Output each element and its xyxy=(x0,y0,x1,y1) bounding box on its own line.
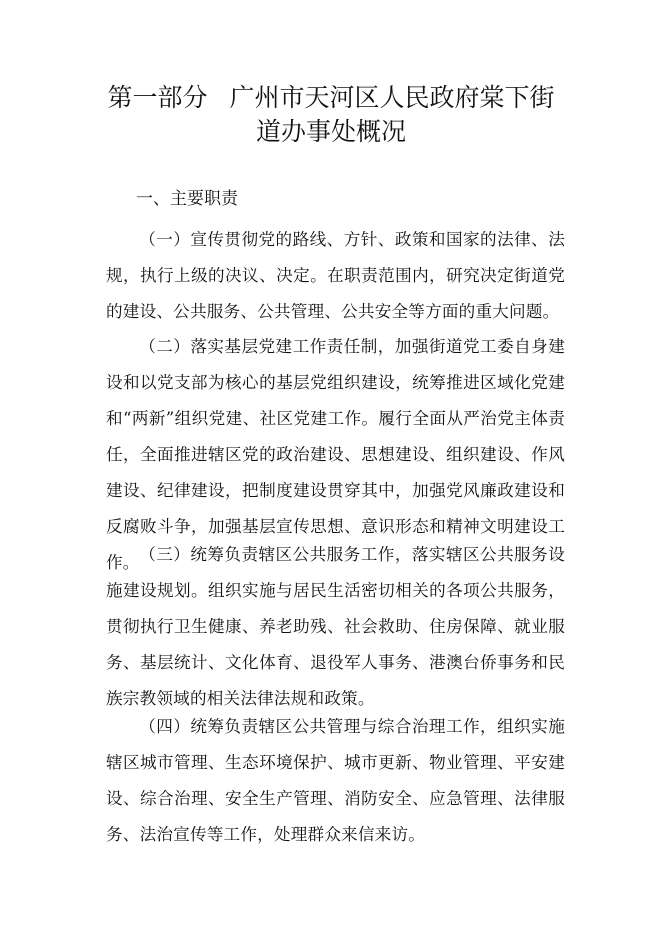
paragraph-3: （三）统筹负责辖区公共服务工作，落实辖区公共服务设施建设规划。组织实施与居民生活密切相关的各项公共服务，贯彻执行卫生健康、养老助残、社会救助、住房保障、就业服务、基层统计、文化体育、退役军人事务、港澳台侨事务和民族宗教领域的相关法律法规和政策。 xyxy=(106,545,565,708)
title-part-label: 第一部分 xyxy=(107,83,208,112)
document-title-line-2: 道办事处概况 xyxy=(255,117,406,146)
paragraph-2: （二）落实基层党建工作责任制，加强街道党工委自身建设和以党支部为核心的基层党组织建设，统筹推进区域化党建和“两新”组织党建、社区党建工作。履行全面从严治党主体责任，全面推进辖区党的政治建设、思想建设、组织建设、作风建设、纪律建设，把制度建设贯穿其中，加强党风廉政建设和反腐败斗争，加强基层宣传思想、意识形态和精神文明建设工作。 xyxy=(106,337,565,572)
title-organization: 广州市天河区人民政府棠下街 xyxy=(229,83,555,112)
section-heading: 一、主要职责 xyxy=(136,189,238,209)
document-title-line-1 xyxy=(40,82,622,114)
paragraph-1: （一）宣传贯彻党的路线、方针、政策和国家的法律、法规，执行上级的决议、决定。在职责范围内，研究决定街道党的建设、公共服务、公共管理、公共安全等方面的重大问题。 xyxy=(106,230,565,321)
paragraph-4: （四）统筹负责辖区公共管理与综合治理工作，组织实施辖区城市管理、生态环境保护、城市更新、物业管理、平安建设、综合治理、安全生产管理、消防安全、应急管理、法律服务、法治宣传等工作，处理群众来信来访。 xyxy=(106,717,565,844)
